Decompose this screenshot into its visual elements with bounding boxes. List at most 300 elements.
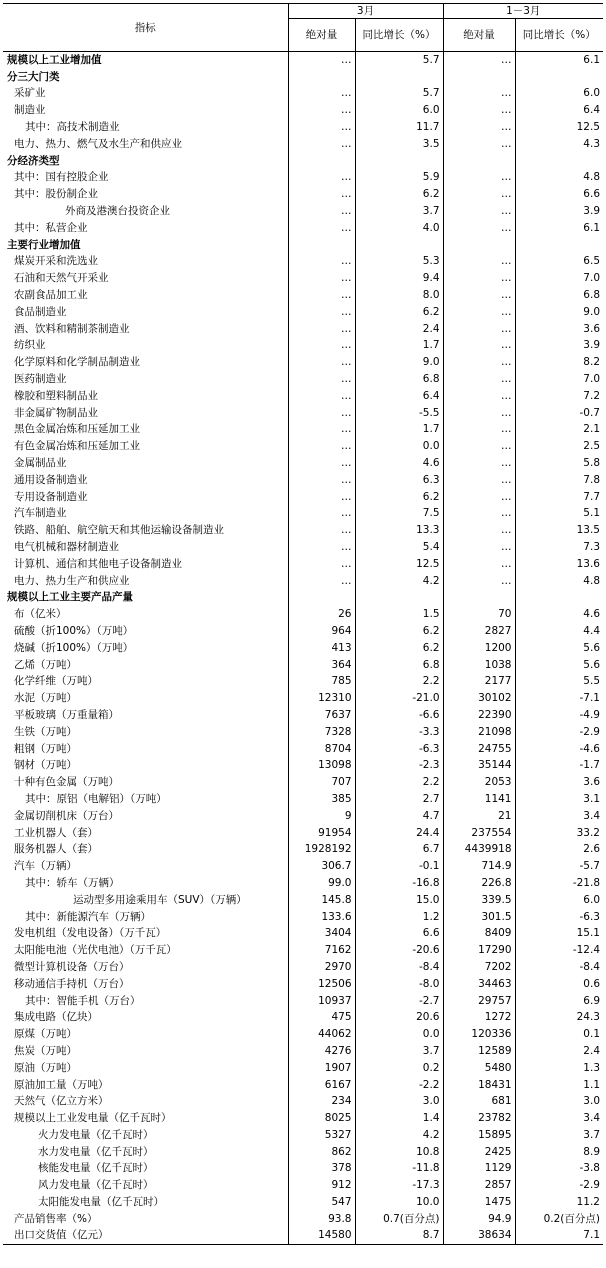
month-absolute-value: 4276 [288,1043,355,1060]
month-growth-value: -5.5 [355,404,443,421]
ytd-growth-value: 5.5 [515,673,603,690]
row-indicator-name: 微型计算机设备（万台） [14,960,130,973]
month-growth-value: 1.5 [355,606,443,623]
ytd-growth-value [515,68,603,85]
row-indicator-name: 原油（万吨） [14,1061,77,1074]
ytd-growth-value: 6.5 [515,253,603,270]
table-row [3,1009,603,1026]
month-growth-value: 6.3 [355,471,443,488]
ytd-absolute-value: 7202 [443,959,515,976]
row-indicator-name: 铁路、船舶、航空航天和其他运输设备制造业 [14,524,224,537]
month-growth-value: 2.7 [355,791,443,808]
month-growth-value: 1.7 [355,337,443,354]
ytd-absolute-value: 17290 [443,942,515,959]
table-header [3,4,603,52]
month-growth-value: 6.4 [355,387,443,404]
ytd-absolute-value: … [443,555,515,572]
month-absolute-value: 385 [288,791,355,808]
table-row [3,673,603,690]
ytd-absolute-value: 4439918 [443,841,515,858]
row-indicator-name: 服务机器人（套） [14,843,98,856]
ytd-absolute-value: … [443,203,515,220]
ytd-growth-value: 8.2 [515,354,603,371]
row-indicator-name: 金属制品业 [14,457,67,470]
row-indicator-name: 规模以上工业主要产品产量 [7,591,133,604]
ytd-growth-value: 2.4 [515,1043,603,1060]
industrial-statistics-table-wrapper [3,3,603,1245]
month-growth-value: -3.3 [355,723,443,740]
month-absolute-value: 8025 [288,1110,355,1127]
ytd-absolute-value: … [443,135,515,152]
ytd-absolute-value: 21 [443,807,515,824]
ytd-absolute-value: 38634 [443,1227,515,1244]
ytd-growth-value: 5.1 [515,505,603,522]
month-absolute-value: 91954 [288,824,355,841]
month-absolute-value: … [288,186,355,203]
table-row [3,690,603,707]
month-growth-value: 3.5 [355,135,443,152]
ytd-growth-value: 24.3 [515,1009,603,1026]
month-absolute-value: … [288,505,355,522]
row-indicator-name: 分经济类型 [7,154,60,167]
month-growth-header: 同比增长（%） [355,19,443,52]
row-indicator-name: 其中：轿车（万辆） [25,876,120,889]
ytd-absolute-value: … [443,539,515,556]
month-growth-value: 9.4 [355,270,443,287]
table-row [3,740,603,757]
table-row [3,152,603,169]
table-row [3,102,603,119]
ytd-absolute-value: 301.5 [443,908,515,925]
ytd-absolute-value: 22390 [443,707,515,724]
month-growth-value: 0.0 [355,1026,443,1043]
table-row [3,875,603,892]
ytd-absolute-value: 226.8 [443,875,515,892]
ytd-period-header: 1－3月 [443,4,603,19]
table-row [3,1059,603,1076]
table-row [3,623,603,640]
table-row [3,85,603,102]
row-indicator-name: 电气机械和器材制造业 [14,541,119,553]
row-indicator-name: 钢材（万吨） [14,759,77,772]
row-indicator-name: 主要行业增加值 [7,238,81,251]
month-absolute-value: 5327 [288,1127,355,1144]
ytd-absolute-value: … [443,488,515,505]
row-indicator-name: 有色金属冶炼和压延加工业 [14,440,140,453]
table-row [3,169,603,186]
ytd-growth-value: 6.0 [515,85,603,102]
month-absolute-value: 475 [288,1009,355,1026]
table-row [3,1194,603,1211]
month-growth-value: 2.2 [355,673,443,690]
row-indicator-name: 运动型多用途乘用车（SUV）（万辆） [73,893,247,906]
row-indicator-name: 制造业 [14,104,46,117]
month-absolute-value: … [288,320,355,337]
row-indicator-name: 农副食品加工业 [14,289,88,302]
month-absolute-value: … [288,102,355,119]
month-absolute-value: … [288,488,355,505]
ytd-absolute-value: 8409 [443,925,515,942]
ytd-absolute-value: 21098 [443,723,515,740]
table-row [3,1227,603,1244]
ytd-absolute-value: … [443,471,515,488]
table-row [3,891,603,908]
row-indicator-name: 风力发电量（亿千瓦时） [38,1179,154,1192]
table-row [3,555,603,572]
ytd-absolute-value: … [443,85,515,102]
table-row [3,858,603,875]
row-indicator-name: 规模以上工业增加值 [7,54,102,67]
month-absolute-value [288,236,355,253]
month-absolute-value: … [288,169,355,186]
table-row [3,438,603,455]
ytd-growth-value: 3.9 [515,337,603,354]
month-absolute-value: 14580 [288,1227,355,1244]
ytd-growth-value: 6.1 [515,52,603,69]
ytd-growth-value: 3.6 [515,774,603,791]
ytd-growth-value: 7.0 [515,371,603,388]
ytd-growth-value: -4.9 [515,707,603,724]
row-indicator-name: 医药制造业 [14,373,67,386]
month-growth-value: 13.3 [355,522,443,539]
ytd-growth-value: 2.6 [515,841,603,858]
month-growth-value: -2.7 [355,992,443,1009]
ytd-absolute-value: 2053 [443,774,515,791]
table-row [3,303,603,320]
ytd-growth-value [515,236,603,253]
row-indicator-name: 其中：高技术制造业 [25,121,120,134]
ytd-absolute-value: 23782 [443,1110,515,1127]
row-indicator-name: 化学原料和化学制品制造业 [14,356,140,369]
month-absolute-value: 2970 [288,959,355,976]
month-growth-value: 2.4 [355,320,443,337]
row-indicator-name: 汽车（万辆） [14,860,77,873]
row-indicator-name: 乙烯（万吨） [14,658,77,671]
month-growth-value: 1.4 [355,1110,443,1127]
ytd-growth-value: 7.7 [515,488,603,505]
ytd-growth-value: 3.0 [515,1093,603,1110]
ytd-absolute-value: … [443,522,515,539]
row-indicator-name: 原油加工量（万吨） [14,1078,109,1091]
month-growth-value: 6.2 [355,623,443,640]
month-growth-value: 20.6 [355,1009,443,1026]
table-row [3,1177,603,1194]
row-indicator-name: 集成电路（亿块） [14,1011,98,1024]
month-absolute-value: 145.8 [288,891,355,908]
month-growth-value: -8.4 [355,959,443,976]
table-row [3,1110,603,1127]
month-growth-value: 1.2 [355,908,443,925]
month-absolute-value: 964 [288,623,355,640]
ytd-growth-value: 3.6 [515,320,603,337]
table-row [3,354,603,371]
table-row [3,639,603,656]
ytd-growth-value: 3.9 [515,203,603,220]
ytd-absolute-value: … [443,438,515,455]
ytd-absolute-value: 1141 [443,791,515,808]
month-absolute-value: 8704 [288,740,355,757]
month-growth-value: 6.2 [355,488,443,505]
month-absolute-value: … [288,253,355,270]
table-row [3,522,603,539]
month-growth-value: 4.0 [355,219,443,236]
ytd-absolute-value: 714.9 [443,858,515,875]
ytd-growth-value: 13.6 [515,555,603,572]
row-indicator-name: 计算机、通信和其他电子设备制造业 [14,557,182,570]
month-growth-value: 3.7 [355,1043,443,1060]
month-growth-value: 8.0 [355,287,443,304]
row-indicator-name: 外商及港澳台投资企业 [65,205,170,218]
ytd-growth-value: 5.6 [515,639,603,656]
ytd-growth-value: -1.7 [515,757,603,774]
month-absolute-value: 9 [288,807,355,824]
table-row [3,1127,603,1144]
ytd-absolute-value: … [443,253,515,270]
row-indicator-name: 工业机器人（套） [14,826,98,839]
month-growth-value: 4.6 [355,455,443,472]
month-absolute-value: 364 [288,656,355,673]
month-absolute-value: … [288,52,355,69]
month-absolute-value: 785 [288,673,355,690]
month-growth-value: -21.0 [355,690,443,707]
row-indicator-name: 汽车制造业 [14,507,67,520]
month-growth-value: 6.7 [355,841,443,858]
ytd-growth-value: 3.4 [515,807,603,824]
ytd-absolute-value: 2827 [443,623,515,640]
month-absolute-value: … [288,404,355,421]
month-growth-value: -11.8 [355,1160,443,1177]
table-row [3,488,603,505]
row-indicator-name: 移动通信手持机（万台） [14,977,130,990]
ytd-growth-value: 8.9 [515,1143,603,1160]
month-period-header: 3月 [288,4,443,19]
ytd-growth-value: 6.4 [515,102,603,119]
row-indicator-name: 其中：新能源汽车（万辆） [25,910,151,923]
table-row [3,387,603,404]
ytd-growth-value [515,152,603,169]
row-indicator-name: 布（亿米） [14,608,67,621]
month-absolute-value: 93.8 [288,1210,355,1227]
row-indicator-name: 生铁（万吨） [14,725,77,738]
row-indicator-name: 太阳能电池（光伏电池）（万千瓦） [14,944,177,957]
month-growth-value: -20.6 [355,942,443,959]
ytd-absolute-value: … [443,186,515,203]
ytd-growth-value: 6.8 [515,287,603,304]
month-growth-value: -6.6 [355,707,443,724]
month-growth-value: 6.6 [355,925,443,942]
table-row [3,774,603,791]
month-growth-value: 6.2 [355,639,443,656]
ytd-absolute-value: … [443,102,515,119]
month-absolute-value: … [288,572,355,589]
month-absolute-value: 7328 [288,723,355,740]
row-indicator-name: 产品销售率（%） [14,1212,98,1225]
month-growth-value: 15.0 [355,891,443,908]
table-row [3,219,603,236]
ytd-absolute-value: … [443,169,515,186]
month-absolute-value: 7162 [288,942,355,959]
month-absolute-value: … [288,303,355,320]
row-indicator-name: 天然气（亿立方米） [14,1095,109,1108]
ytd-growth-value: -2.9 [515,1177,603,1194]
month-absolute-value [288,152,355,169]
ytd-growth-value: -7.1 [515,690,603,707]
ytd-growth-value: 0.1 [515,1026,603,1043]
month-absolute-value: 306.7 [288,858,355,875]
month-absolute-value: … [288,387,355,404]
ytd-growth-value: 2.5 [515,438,603,455]
table-row [3,824,603,841]
ytd-growth-value: 13.5 [515,522,603,539]
ytd-absolute-value [443,589,515,606]
table-row [3,1026,603,1043]
month-growth-value [355,68,443,85]
month-absolute-value: … [288,203,355,220]
month-absolute-value [288,68,355,85]
ytd-absolute-value: 70 [443,606,515,623]
month-absolute-value: … [288,438,355,455]
month-absolute-value: … [288,354,355,371]
ytd-absolute-value: … [443,320,515,337]
row-indicator-name: 酒、饮料和精制茶制造业 [14,322,130,335]
table-row [3,539,603,556]
ytd-growth-value: 4.8 [515,169,603,186]
month-growth-value: 5.9 [355,169,443,186]
table-row [3,371,603,388]
month-absolute-value: 12506 [288,975,355,992]
ytd-absolute-value: 34463 [443,975,515,992]
ytd-growth-value: 12.5 [515,119,603,136]
ytd-growth-value: -4.6 [515,740,603,757]
month-absolute-value: 6167 [288,1076,355,1093]
ytd-absolute-value: 1129 [443,1160,515,1177]
ytd-absolute-value [443,236,515,253]
table-row [3,119,603,136]
table-row [3,807,603,824]
month-absolute-value: 10937 [288,992,355,1009]
ytd-absolute-value [443,68,515,85]
month-absolute-value: 3404 [288,925,355,942]
month-absolute-value: … [288,522,355,539]
table-row [3,1076,603,1093]
ytd-absolute-value: … [443,371,515,388]
month-absolute-value: 12310 [288,690,355,707]
row-indicator-name: 硫酸（折100%）（万吨） [14,624,134,637]
ytd-growth-value: 15.1 [515,925,603,942]
ytd-absolute-value: … [443,505,515,522]
row-indicator-name: 纺织业 [14,339,46,352]
row-indicator-name: 太阳能发电量（亿千瓦时） [38,1196,164,1209]
ytd-growth-value: 7.1 [515,1227,603,1244]
month-absolute-value: … [288,270,355,287]
row-indicator-name: 水力发电量（亿千瓦时） [38,1145,154,1158]
row-indicator-name: 原煤（万吨） [14,1028,77,1041]
ytd-growth-value: 5.8 [515,455,603,472]
row-indicator-name: 分三大门类 [7,70,60,83]
ytd-absolute-value: … [443,303,515,320]
row-indicator-name: 粗钢（万吨） [14,742,77,755]
ytd-absolute-value: 12589 [443,1043,515,1060]
ytd-growth-value: -0.7 [515,404,603,421]
ytd-growth-value: 7.3 [515,539,603,556]
ytd-absolute-value: 1200 [443,639,515,656]
month-absolute-value: 707 [288,774,355,791]
row-indicator-name: 出口交货值（亿元） [3,1227,288,1244]
month-absolute-value: 26 [288,606,355,623]
month-growth-value: 6.2 [355,186,443,203]
table-row [3,1143,603,1160]
ytd-absolute-value: 2857 [443,1177,515,1194]
table-row [3,992,603,1009]
table-row [3,320,603,337]
month-growth-value [355,152,443,169]
ytd-growth-value: -2.9 [515,723,603,740]
table-row [3,757,603,774]
ytd-absolute-value: … [443,572,515,589]
ytd-absolute-value: 15895 [443,1127,515,1144]
ytd-absolute-value: 24755 [443,740,515,757]
month-absolute-value: … [288,337,355,354]
row-indicator-name: 橡胶和塑料制品业 [14,389,98,402]
ytd-absolute-value: 5480 [443,1059,515,1076]
month-growth-value: 2.2 [355,774,443,791]
month-absolute-value: 547 [288,1194,355,1211]
month-absolute-value: … [288,219,355,236]
table-row [3,841,603,858]
table-row [3,287,603,304]
ytd-absolute-value: 1475 [443,1194,515,1211]
ytd-growth-value: -21.8 [515,875,603,892]
ytd-growth-value: -12.4 [515,942,603,959]
row-indicator-name: 其中：原铝（电解铝）（万吨） [25,792,167,805]
table-row [3,942,603,959]
month-growth-value: 9.0 [355,354,443,371]
month-growth-value: -0.1 [355,858,443,875]
ytd-absolute-value: … [443,219,515,236]
table-row [3,253,603,270]
table-row [3,236,603,253]
ytd-growth-value: 3.7 [515,1127,603,1144]
month-growth-value: 5.4 [355,539,443,556]
month-absolute-value: … [288,371,355,388]
ytd-growth-value: 6.6 [515,186,603,203]
industrial-statistics-table [3,3,603,1245]
ytd-absolute-value: … [443,287,515,304]
month-growth-value: 6.0 [355,102,443,119]
row-indicator-name: 黑色金属冶炼和压延加工业 [14,423,140,436]
table-row [3,186,603,203]
ytd-absolute-value: … [443,337,515,354]
row-indicator-name: 其中：私营企业 [14,221,88,234]
month-absolute-value: 1907 [288,1059,355,1076]
ytd-absolute-value: 681 [443,1093,515,1110]
ytd-growth-value: -5.7 [515,858,603,875]
ytd-absolute-value: 1038 [443,656,515,673]
row-indicator-name: 平板玻璃（万重量箱） [14,708,119,721]
table-row [3,572,603,589]
month-absolute-value: 413 [288,639,355,656]
month-absolute-header: 绝对量 [288,19,355,52]
table-row [3,471,603,488]
indicator-header: 指标 [3,4,288,52]
ytd-absolute-value: … [443,387,515,404]
table-row [3,925,603,942]
row-indicator-name: 化学纤维（万吨） [14,675,98,688]
month-growth-value: 7.5 [355,505,443,522]
table-row [3,723,603,740]
ytd-growth-value: 3.1 [515,791,603,808]
month-growth-value: 10.0 [355,1194,443,1211]
